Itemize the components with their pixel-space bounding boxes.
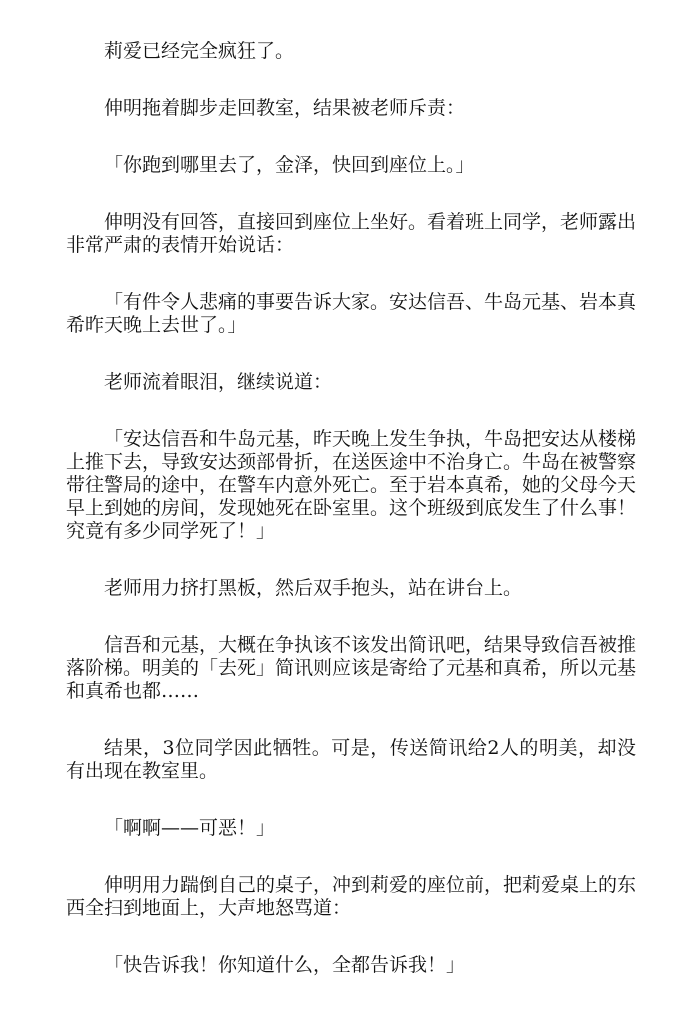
- dialogue-paragraph: 「你跑到哪里去了，金泽，快回到座位上。」: [104, 154, 475, 176]
- dialogue-paragraph: 「啊啊——可恶！」: [104, 817, 276, 839]
- paragraph: 莉爱已经完全疯狂了。: [104, 40, 295, 62]
- paragraph: 伸明拖着脚步走回教室，结果被老师斥责：: [104, 97, 466, 119]
- dialogue-paragraph: 「有件令人悲痛的事要告诉大家。安达信吾、牛岛元基、岩本真希昨天晚上去世了。」: [66, 291, 637, 336]
- document-page: [66, 40, 636, 1011]
- dialogue-paragraph: 「安达信吾和牛岛元基，昨天晚上发生争执，牛岛把安达从楼梯上推下去，导致安达颈部骨折，在送医途中不治身亡。牛岛在被警察带往警局的途中，在警车内意外死亡。至于岩本真希，她的父母今天早上到她的房间，发现她死在卧室里。这个班级到底发生了什么事！究竟有多少同学死了！」: [66, 428, 637, 542]
- paragraph: 伸明用力踹倒自己的桌子，冲到莉爱的座位前，把莉爱桌上的东西全扫到地面上，大声地怒骂道：: [66, 874, 637, 919]
- paragraph: 老师用力挤打黑板，然后双手抱头，站在讲台上。: [104, 577, 523, 599]
- paragraph: 结果，3位同学因此牺牲。可是，传送简讯给2人的明美，却没有出现在教室里。: [66, 737, 636, 782]
- dialogue-paragraph: 「快告诉我！你知道什么，全都告诉我！」: [104, 954, 466, 976]
- paragraph: 信吾和元基，大概在争执该不该发出简讯吧，结果导致信吾被推落阶梯。明美的「去死」简讯则应该是寄给了元基和真希，所以元基和真希也都……: [66, 634, 637, 702]
- paragraph: 伸明没有回答，直接回到座位上坐好。看着班上同学，老师露出非常严肃的表情开始说话：: [66, 211, 637, 256]
- paragraph: 老师流着眼泪，继续说道：: [104, 371, 333, 393]
